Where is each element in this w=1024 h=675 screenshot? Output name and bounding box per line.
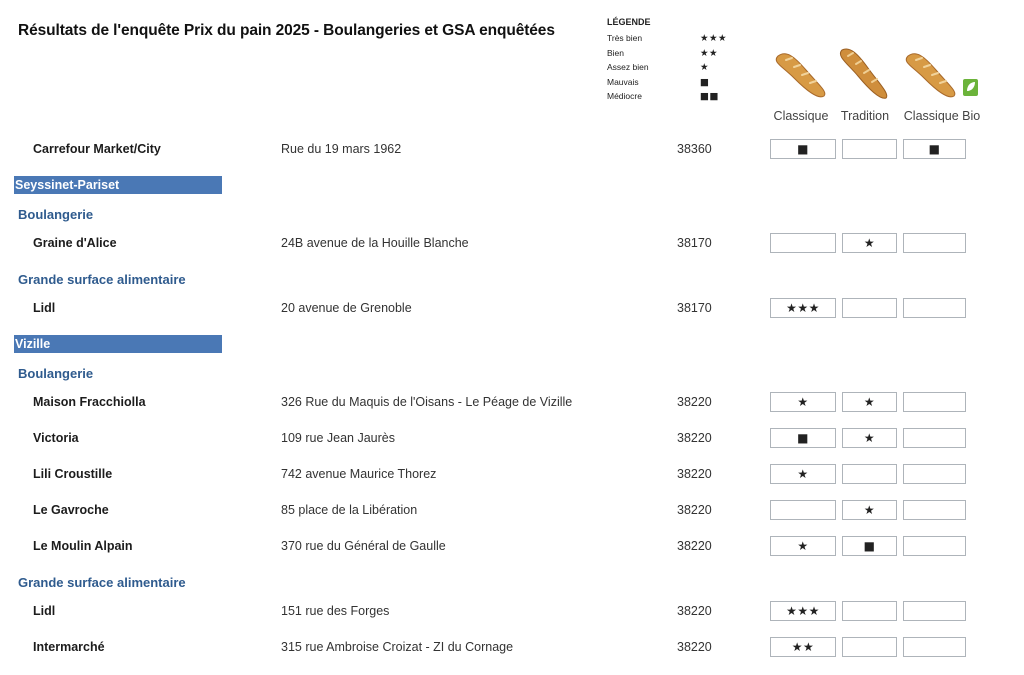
legend: [607, 17, 737, 106]
rating-classique: ★: [770, 392, 836, 412]
rating-classique-bio: [903, 637, 966, 657]
shop-postcode: 38220: [677, 539, 712, 553]
shop-name: Lidl: [33, 604, 56, 618]
shop-name: Victoria: [33, 431, 79, 445]
shop-address: 109 rue Jean Jaurès: [281, 431, 395, 445]
shop-name: Intermarché: [33, 640, 105, 654]
legend-label: Assez bien: [607, 62, 649, 73]
rating-classique-bio: [903, 233, 966, 253]
subheading-grande-surface: Grande surface alimentaire: [18, 272, 186, 287]
shop-postcode: 38220: [677, 467, 712, 481]
rating-tradition: ★: [842, 233, 897, 253]
baguette-tradition-icon: [838, 44, 894, 100]
shop-name: Le Moulin Alpain: [33, 539, 133, 553]
baguette-classique-bio-icon: [902, 44, 962, 100]
shop-name: Le Gavroche: [33, 503, 109, 517]
legend-label: Très bien: [607, 33, 643, 43]
rating-classique-bio: [903, 464, 966, 484]
shop-postcode: 38170: [677, 301, 712, 315]
legend-symbol: ■■: [700, 91, 719, 103]
organic-leaf-logo-icon: [963, 79, 978, 96]
shop-postcode: 38170: [677, 236, 712, 250]
baguette-classique-icon: [772, 44, 832, 100]
shop-address: Rue du 19 mars 1962: [281, 142, 402, 156]
shop-address: 315 rue Ambroise Croizat - ZI du Cornage: [281, 640, 514, 654]
rating-classique-bio: [903, 392, 966, 412]
legend-label: Médiocre: [607, 91, 642, 102]
rating-tradition: ★: [842, 392, 897, 412]
rating-tradition: [842, 637, 897, 657]
subheading-boulangerie: Boulangerie: [18, 366, 94, 381]
rating-classique: [770, 233, 836, 253]
subheading-boulangerie: Boulangerie: [18, 207, 94, 222]
rating-tradition: ★: [842, 500, 897, 520]
rating-classique-bio: ■: [903, 139, 966, 159]
legend-label: Bien: [607, 47, 625, 58]
shop-address: 326 Rue du Maquis de l'Oisans - Le Péage de Vizille: [281, 395, 573, 409]
rating-classique: ■: [770, 139, 836, 159]
rating-tradition: ■: [842, 536, 897, 556]
legend-title: LÉGENDE: [607, 17, 651, 27]
shop-name: Lidl: [33, 301, 56, 315]
shop-postcode: 38220: [677, 503, 712, 517]
shop-postcode: 38360: [677, 142, 712, 156]
rating-tradition: [842, 601, 897, 621]
shop-name: Maison Fracchiolla: [33, 395, 146, 409]
rating-classique: ★★★: [770, 298, 836, 318]
shop-name: Graine d'Alice: [33, 236, 117, 250]
rating-tradition: ★: [842, 428, 897, 448]
shop-postcode: 38220: [677, 604, 712, 618]
rating-classique: ★: [770, 536, 836, 556]
legend-symbol: ★★★: [700, 33, 728, 44]
legend-item-assez-bien: [607, 62, 737, 77]
legend-symbol: ★: [700, 62, 710, 74]
legend-symbol: ★★: [700, 47, 719, 59]
rating-classique: ★★: [770, 637, 836, 657]
shop-address: 24B avenue de la Houille Blanche: [281, 236, 469, 250]
rating-tradition: [842, 298, 897, 318]
legend-item-bien: [607, 48, 737, 63]
legend-symbol: ■: [700, 76, 710, 88]
rating-tradition: [842, 464, 897, 484]
shop-address: 370 rue du Général de Gaulle: [281, 539, 446, 553]
column-header-classique-bio: Classique Bio: [903, 109, 981, 123]
rating-classique-bio: [903, 428, 966, 448]
rating-classique: ★: [770, 464, 836, 484]
column-header-tradition: Tradition: [840, 109, 890, 123]
rating-tradition: [842, 139, 897, 159]
subheading-grande-surface: Grande surface alimentaire: [18, 575, 186, 590]
rating-classique: ★★★: [770, 601, 836, 621]
shop-postcode: 38220: [677, 431, 712, 445]
legend-label: Mauvais: [607, 76, 639, 87]
rating-classique-bio: [903, 601, 966, 621]
rating-classique-bio: [903, 500, 966, 520]
section-band-vizille: Vizille: [14, 335, 222, 353]
rating-classique-bio: [903, 298, 966, 318]
shop-name: Carrefour Market/City: [33, 142, 161, 156]
legend-item-mediocre: [607, 91, 737, 106]
shop-postcode: 38220: [677, 640, 712, 654]
shop-address: 742 avenue Maurice Thorez: [281, 467, 437, 481]
shop-address: 151 rue des Forges: [281, 604, 390, 618]
rating-classique: ■: [770, 428, 836, 448]
shop-address: 20 avenue de Grenoble: [281, 301, 412, 315]
shop-address: 85 place de la Libération: [281, 503, 418, 517]
rating-classique-bio: [903, 536, 966, 556]
column-header-classique: Classique: [773, 109, 829, 123]
legend-item-tres-bien: [607, 33, 737, 48]
rating-classique: [770, 500, 836, 520]
section-band-seyssinet-pariset: Seyssinet-Pariset: [14, 176, 222, 194]
shop-name: Lili Croustille: [33, 467, 113, 481]
page-title: Résultats de l'enquête Prix du pain 2025 - Boulangeries et GSA enquêtées: [18, 22, 555, 39]
shop-postcode: 38220: [677, 395, 712, 409]
legend-item-mauvais: [607, 77, 737, 92]
